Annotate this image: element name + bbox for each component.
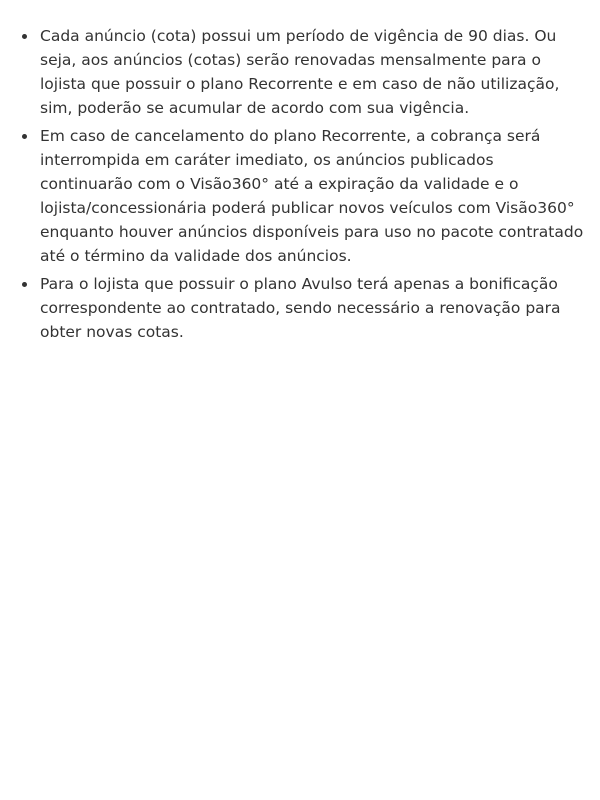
list-item: Cada anúncio (cota) possui um período de vigência de 90 dias. Ou seja, aos anúncios (cotas) serão renovadas mensalmente para o lojista que possuir o plano Recorrente e em caso de não utilização, sim, poderão se acumular de acordo com sua vigência. <box>40 24 586 120</box>
list-item: Para o lojista que possuir o plano Avulso terá apenas a bonificação correspondente ao contratado, sendo necessário a renovação para obter novas cotas. <box>40 272 586 344</box>
list-item: Em caso de cancelamento do plano Recorrente, a cobrança será interrompida em caráter imediato, os anúncios publicados continuarão com o Visão360° até a expiração da validade e o lojista/concessionária poderá publicar novos veículos com Visão360° enquanto houver anúncios disponíveis para uso no pacote contratado até o término da validade dos anúncios. <box>40 124 586 268</box>
terms-bullet-list <box>40 24 586 344</box>
terms-content <box>0 24 600 348</box>
